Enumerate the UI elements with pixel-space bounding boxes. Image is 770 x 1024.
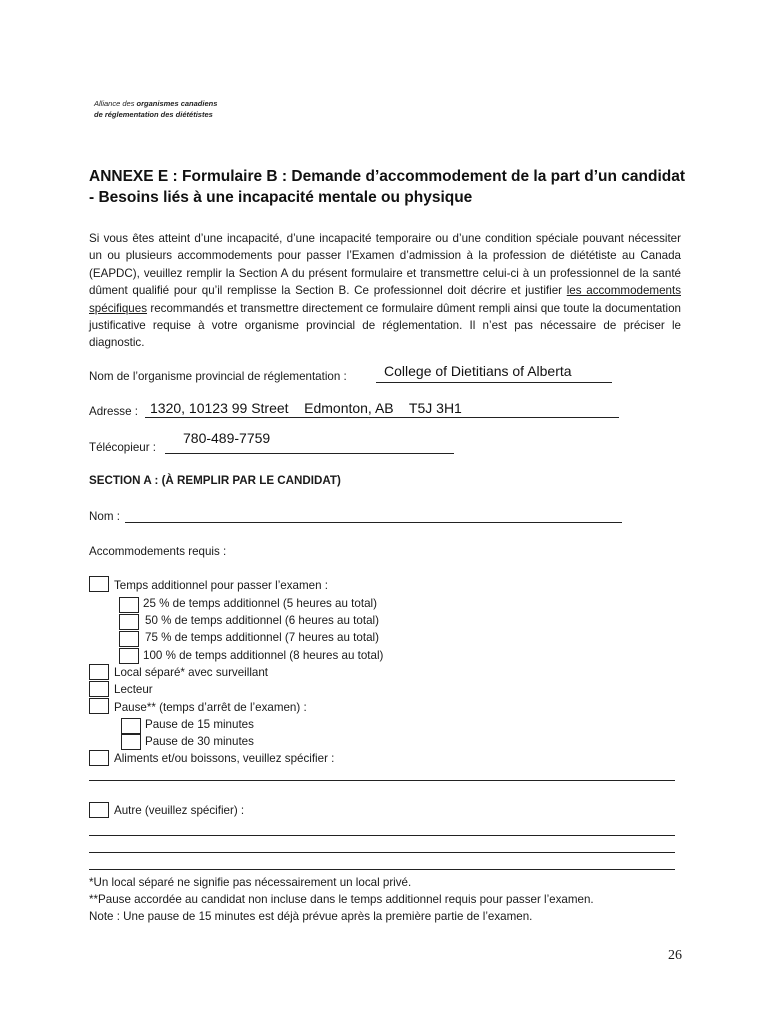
footnote-note: Note : Une pause de 15 minutes est déjà prévue après la première partie de l’examen.: [89, 910, 533, 923]
organisme-field[interactable]: College of Dietitians of Alberta: [384, 363, 572, 379]
option-aliments: Aliments et/ou boissons, veuillez spécifier :: [114, 752, 335, 765]
checkbox-lecteur[interactable]: [89, 681, 109, 697]
telecopieur-label: Télécopieur :: [89, 441, 157, 454]
logo-line1-prefix: Alliance des: [94, 99, 137, 108]
option-pause: Pause** (temps d’arrêt de l’examen) :: [114, 701, 307, 714]
option-temps-additionnel: Temps additionnel pour passer l’examen :: [114, 579, 328, 592]
accommodements-label: Accommodements requis :: [89, 545, 227, 558]
adresse-field[interactable]: 1320, 10123 99 Street Edmonton, AB T5J 3H1: [150, 400, 462, 416]
organisme-line: [376, 382, 612, 383]
option-temps-75: 75 % de temps additionnel (7 heures au total): [145, 631, 379, 644]
footnote-pause: **Pause accordée au candidat non incluse dans le temps additionnel requis pour passer l’examen.: [89, 893, 594, 906]
checkbox-pause[interactable]: [89, 698, 109, 714]
logo-line2: de réglementation des diététistes: [94, 110, 213, 119]
checkbox-local-separe[interactable]: [89, 664, 109, 680]
option-pause-15: Pause de 15 minutes: [145, 718, 254, 731]
option-temps-100: 100 % de temps additionnel (8 heures au total): [143, 649, 384, 662]
footnote-local: *Un local séparé ne signifie pas nécessairement un local privé.: [89, 876, 412, 889]
logo-line1-bold: organismes canadiens: [136, 99, 218, 108]
checkbox-temps-additionnel[interactable]: [89, 576, 109, 592]
intro-underlined: les accommodements spécifiques: [89, 284, 681, 315]
option-temps-25: 25 % de temps additionnel (5 heures au total): [143, 597, 377, 610]
organisme-label: Nom de l’organisme provincial de réglementation :: [89, 370, 347, 383]
checkbox-autre[interactable]: [89, 802, 109, 818]
option-temps-50: 50 % de temps additionnel (6 heures au total): [145, 614, 379, 627]
section-a-heading: SECTION A : (À REMPLIR PAR LE CANDIDAT): [89, 474, 341, 487]
checkbox-temps-100[interactable]: [119, 648, 139, 664]
autre-specify-field-2[interactable]: [89, 852, 675, 853]
autre-specify-field-1[interactable]: [89, 835, 675, 836]
telecopieur-line: [165, 453, 454, 454]
option-pause-30: Pause de 30 minutes: [145, 735, 254, 748]
autre-specify-field-3[interactable]: [89, 869, 675, 870]
option-lecteur: Lecteur: [114, 683, 153, 696]
nom-field[interactable]: [125, 522, 622, 523]
intro-text-after: recommandés et transmettre directement ce formulaire dûment rempli ainsi que toute la documentation justificative requise à votre organisme provincial de réglementation. Il n’est pas nécessaire de préciser le diagnostic.: [89, 301, 681, 350]
checkbox-temps-25[interactable]: [119, 597, 139, 613]
checkbox-aliments[interactable]: [89, 750, 109, 766]
telecopieur-field[interactable]: 780-489-7759: [183, 430, 271, 446]
checkbox-pause-30[interactable]: [121, 734, 141, 750]
checkbox-pause-15[interactable]: [121, 718, 141, 734]
page-number: 26: [668, 948, 682, 963]
organization-logo: [94, 98, 217, 120]
aliments-specify-field[interactable]: [89, 780, 675, 781]
intro-text-before: Si vous êtes atteint d’une incapacité, d’une incapacité temporaire ou d’une condition spéciale pouvant nécessiter un ou plusieurs accommodements pour passer l’Examen d’admission à la profession de diététiste au Canada (EAPDC), veuillez remplir la Section A du présent formulaire et transmettre celui-ci à un professionnel de la santé dûment qualifié pour qu’il remplisse la Section B. Ce professionnel doit décrire et justifier: [89, 232, 681, 298]
option-autre: Autre (veuillez spécifier) :: [114, 804, 245, 817]
form-title: ANNEXE E : Formulaire B : Demande d’accommodement de la part d’un candidat - Besoins liés à une incapacité mentale ou physique: [89, 168, 686, 206]
checkbox-temps-50[interactable]: [119, 614, 139, 630]
nom-label: Nom :: [89, 510, 120, 523]
intro-paragraph: [89, 230, 681, 352]
adresse-label: Adresse :: [89, 405, 138, 418]
checkbox-temps-75[interactable]: [119, 631, 139, 647]
option-local-separe: Local séparé* avec surveillant: [114, 666, 269, 679]
adresse-line: [145, 417, 619, 418]
